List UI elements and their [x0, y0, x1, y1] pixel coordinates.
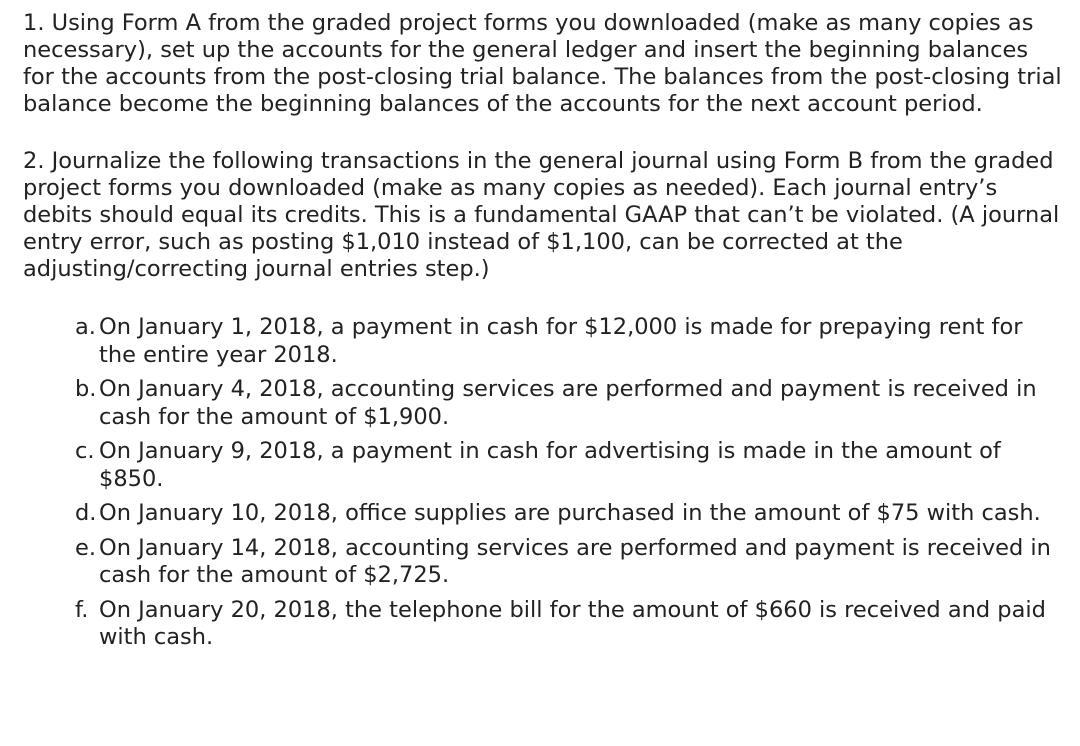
transaction-text: On January 1, 2018, a payment in cash for $12,000 is made for prepaying rent for the entire year 2018. [99, 314, 1023, 368]
transaction-marker: c. [75, 438, 95, 464]
transaction-item-e [75, 534, 1064, 590]
transaction-text: On January 20, 2018, the telephone bill for the amount of $660 is received and paid with cash. [99, 596, 1046, 650]
transaction-item-a [75, 314, 1064, 369]
transaction-item-f [75, 596, 1064, 652]
transaction-marker: d. [75, 500, 97, 526]
transaction-marker: b. [75, 376, 97, 402]
transaction-item-c [75, 438, 1064, 493]
transaction-text: On January 14, 2018, accounting services are performed and payment is received in cash for the amount of $2,725. [99, 534, 1051, 588]
transaction-list [23, 314, 1064, 652]
transaction-text: On January 9, 2018, a payment in cash for advertising is made in the amount of $850. [99, 438, 1001, 492]
transaction-item-b [75, 376, 1064, 431]
transaction-text: On January 10, 2018, office supplies are purchased in the amount of $75 with cash. [99, 500, 1041, 526]
instruction-step-1: 1. Using Form A from the graded project forms you downloaded (make as many copies as necessary), set up the accounts for the general ledger and insert the beginning balances for the accounts from the post-closing trial balance. The balances from the post-closing trial balance become the beginning balances of the accounts for the next account period. [23, 10, 1062, 117]
transaction-item-d [75, 500, 1064, 528]
transaction-marker: e. [75, 534, 96, 561]
transaction-marker: a. [75, 314, 96, 340]
transaction-text: On January 4, 2018, accounting services are performed and payment is received in cash for the amount of $1,900. [99, 376, 1037, 430]
transaction-marker: f. [75, 596, 89, 623]
instruction-step-2: 2. Journalize the following transactions in the general journal using Form B from the graded project forms you downloaded (make as many copies as needed). Each journal entry’s debits should equal its credits. This is a fundamental GAAP that can’t be violated. (A journal entry error, such as posting $1,010 instead of $1,100, can be corrected at the adjusting/correcting journal entries step.) [23, 148, 1060, 282]
